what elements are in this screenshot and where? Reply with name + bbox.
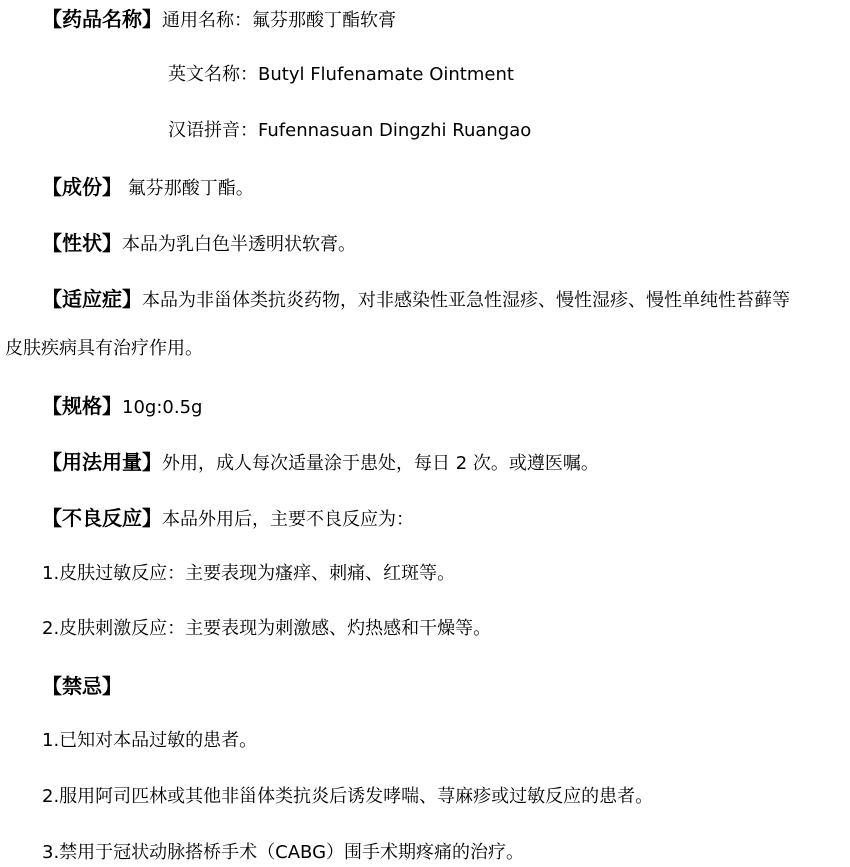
list-item: 2.皮肤刺激反应：主要表现为刺激感、灼热感和干燥等。: [42, 618, 492, 639]
drug-name-heading: 【药品名称】: [42, 7, 162, 31]
drug-name-line: [42, 5, 396, 35]
description-heading: 【性状】: [42, 231, 122, 255]
list-item: 3.禁用于冠状动脉搭桥手术（CABG）围手术期疼痛的治疗。: [42, 842, 525, 863]
indications-continuation: 皮肤疾病具有治疗作用。: [5, 338, 203, 359]
specification-line: [42, 392, 202, 422]
composition-heading: 【成份】: [42, 175, 122, 199]
generic-name: 通用名称：氟芬那酸丁酯软膏: [162, 10, 396, 31]
english-name: 英文名称：Butyl Flufenamate Ointment: [168, 64, 514, 85]
description-text: 本品为乳白色半透明状软膏。: [122, 234, 356, 255]
list-item: 2.服用阿司匹林或其他非甾体类抗炎后诱发哮喘、荨麻疹或过敏反应的患者。: [42, 786, 654, 807]
list-item: 1.已知对本品过敏的患者。: [42, 730, 258, 751]
adverse-reactions-line: [42, 504, 414, 534]
adverse-reactions-heading: 【不良反应】: [42, 506, 162, 530]
description-line: [42, 229, 356, 259]
contraindications-heading-text: 【禁忌】: [42, 674, 122, 698]
composition-line: [42, 173, 254, 203]
specification-text: 10g:0.5g: [122, 397, 203, 418]
specification-heading: 【规格】: [42, 394, 122, 418]
indications-line: [42, 285, 790, 315]
dosage-text: 外用，成人每次适量涂于患处，每日 2 次。或遵医嘱。: [162, 453, 599, 474]
composition-text: 氟芬那酸丁酯。: [122, 178, 254, 199]
contraindications-heading: [42, 672, 122, 702]
indications-heading: 【适应症】: [42, 287, 142, 311]
dosage-line: [42, 448, 599, 478]
indications-text: 本品为非甾体类抗炎药物，对非感染性亚急性湿疹、慢性湿疹、慢性单纯性苔藓等: [142, 290, 790, 311]
adverse-reactions-text: 本品外用后，主要不良反应为：: [162, 509, 414, 530]
pinyin-name: 汉语拼音：Fufennasuan Dingzhi Ruangao: [168, 120, 532, 141]
list-item: 1.皮肤过敏反应：主要表现为瘙痒、刺痛、红斑等。: [42, 563, 456, 584]
dosage-heading: 【用法用量】: [42, 450, 162, 474]
